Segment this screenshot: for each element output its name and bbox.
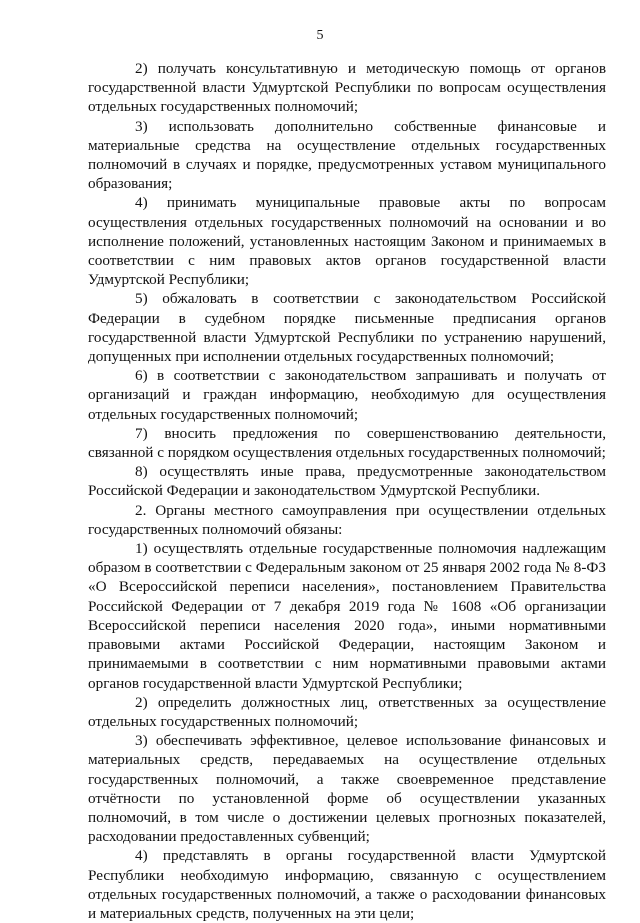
paragraph-right-4: 4) принимать муниципальные правовые акты по вопросам осуществления отдельных государственных полномочий на основании и во исполнение положений, установленных настоящим Законом и принимаемых в соответствии с ним правовых актов органов государственной власти Удмуртской Республики;	[88, 194, 606, 289]
paragraph-duty-2: 2) определить должностных лиц, ответственных за осуществление отдельных государственных полномочий;	[88, 693, 606, 730]
paragraph-right-8: 8) осуществлять иные права, предусмотренные законодательством Российской Федерации и законодательством Удмуртской Республики.	[88, 463, 606, 500]
paragraph-duty-3: 3) обеспечивать эффективное, целевое использование финансовых и материальных средств, передаваемых на осуществление отдельных государственных полномочий, а также своевременное представление отчётности по установленной форме об осуществлении указанных полномочий, в том числе о достижении целевых прогнозных показателей, расходовании предоставленных субвенций;	[88, 732, 606, 846]
paragraph-right-7: 7) вносить предложения по совершенствованию деятельности, связанной с порядком осуществления отдельных государственных полномочий;	[88, 424, 606, 462]
paragraph-right-5: 5) обжаловать в соответствии с законодательством Российской Федерации в судебном порядке письменные предписания органов государственной власти Удмуртской Республики по устранению нарушений, допущенных при исполнении отдельных государственных полномочий;	[88, 290, 606, 366]
page-number: 5	[316, 28, 324, 43]
paragraph-right-2: 2) получать консультативную и методическую помощь от органов государственной власти Удмуртской Республики по вопросам осуществления отдельных государственных полномочий;	[88, 60, 606, 116]
paragraph-duty-4: 4) представлять в органы государственной власти Удмуртской Республики необходимую информацию, связанную с осуществлением отдельных государственных полномочий, а также о расходовании финансовых и материальных средств, полученных на эти цели;	[88, 847, 606, 922]
paragraph-duty-1: 1) осуществлять отдельные государственные полномочия надлежащим образом в соответствии с Федеральным законом от 25 января 2002 года № 8-ФЗ «О Всероссийской переписи населения», постановлением Правительства Российской Федерации от 7 декабря 2019 года № 1608 «Об организации Всероссийской переписи населения 2020 года», иными нормативными правовыми актами Российской Федерации, настоящим Законом и принимаемыми в соответствии с ним нормативными правовыми актами органов государственной власти Удмуртской Республики;	[88, 540, 606, 692]
paragraph-right-6: 6) в соответствии с законодательством запрашивать и получать от организаций и граждан информацию, необходимую для осуществления отдельных государственных полномочий;	[88, 367, 606, 423]
paragraph-section-2-heading: 2. Органы местного самоуправления при осуществлении отдельных государственных полномочий обязаны:	[88, 501, 606, 538]
document-body	[88, 59, 606, 923]
paragraph-right-3: 3) использовать дополнительно собственные финансовые и материальные средства на осуществление отдельных государственных полномочий в случаях и порядке, предусмотренных уставом муниципального образования;	[88, 117, 606, 193]
